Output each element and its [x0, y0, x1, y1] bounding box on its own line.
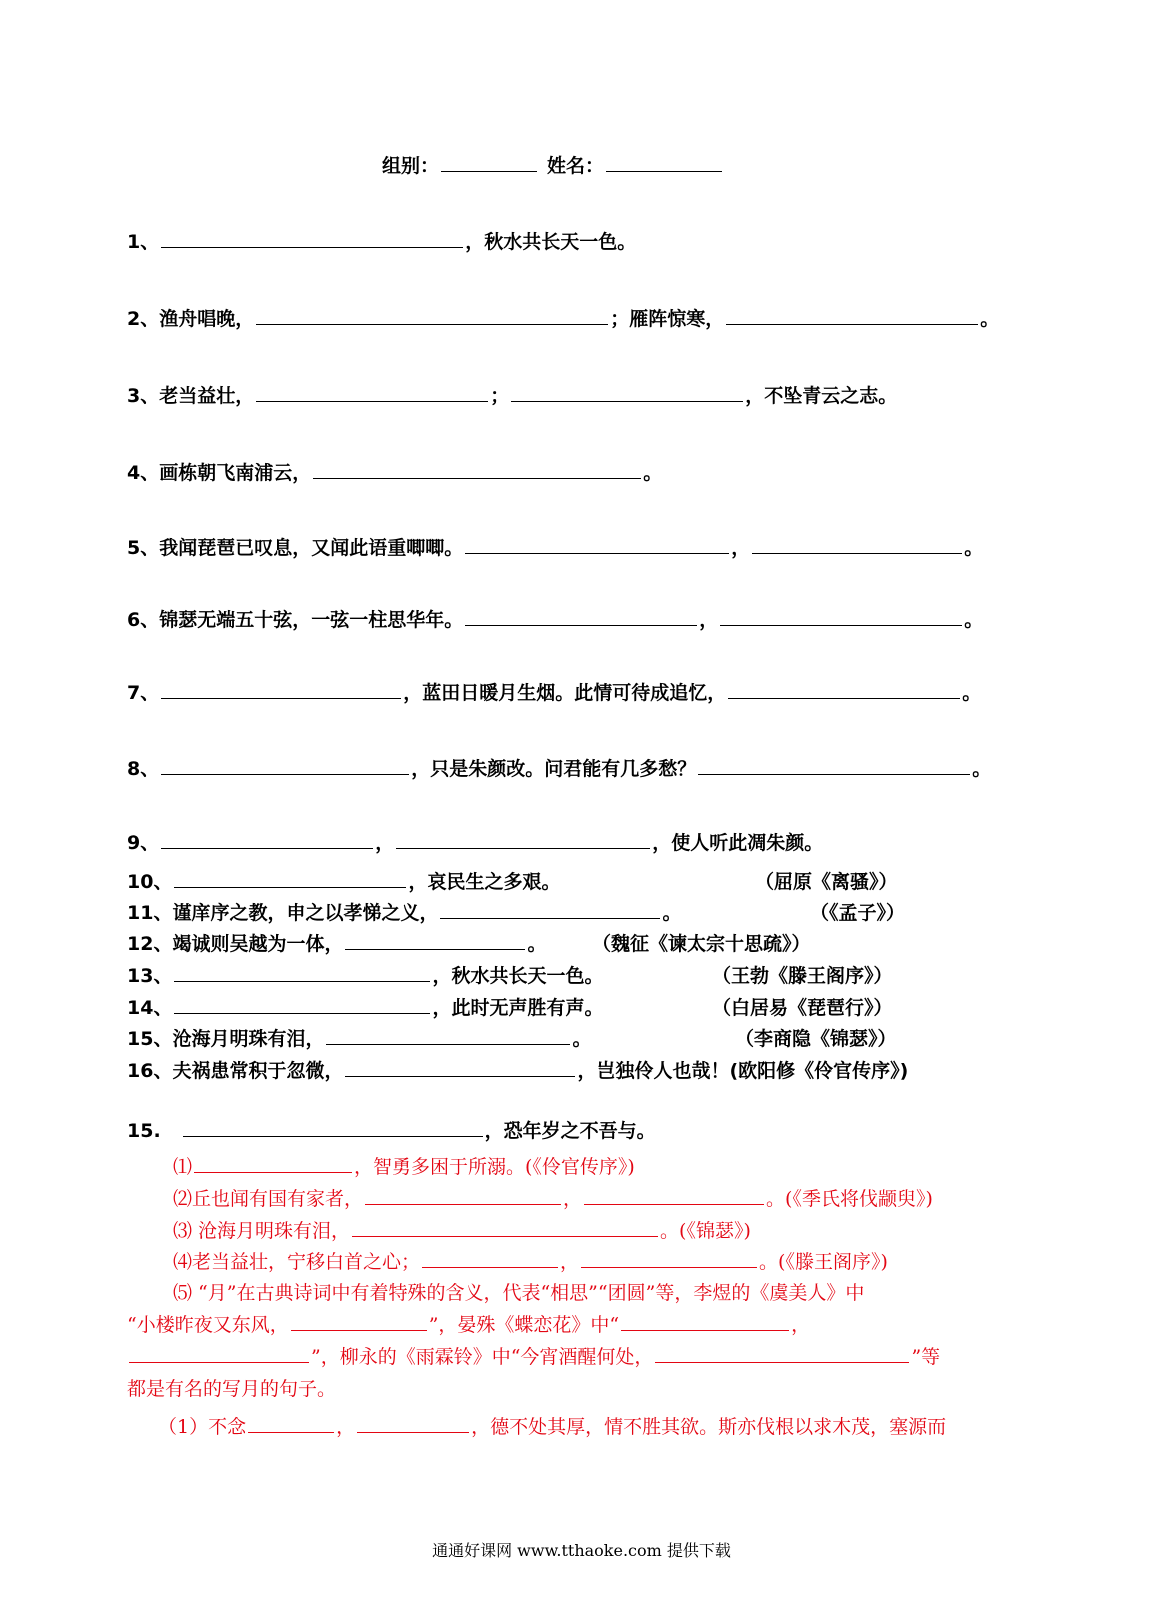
name-blank[interactable] — [606, 170, 722, 172]
red-text: ，智勇多困于所溺。(《伶官传序》) — [354, 1156, 635, 1178]
answer-blank[interactable] — [194, 1171, 352, 1173]
red-text: ⑵丘也闻有国有家者， — [173, 1188, 364, 1210]
question-1 — [127, 229, 636, 255]
red-text: 。(《季氏将伐颛臾》) — [766, 1188, 933, 1210]
question-number: 7、 — [127, 682, 160, 704]
answer-blank[interactable] — [161, 697, 401, 699]
answer-blank[interactable] — [357, 1431, 469, 1433]
question-text: 沧海月明珠有泪， — [172, 1028, 325, 1050]
red-text: ， — [336, 1416, 356, 1438]
question-number: 2、 — [127, 308, 160, 330]
answer-blank[interactable] — [256, 400, 488, 402]
answer-blank[interactable] — [129, 1361, 309, 1363]
question-number: 1、 — [127, 231, 160, 253]
question-text: ，哀民生之多艰。 — [408, 871, 561, 893]
red-text: 。(《滕王阁序》) — [759, 1251, 888, 1273]
question-text: 画栋朝飞南浦云， — [159, 462, 312, 484]
question-text: ，此时无声胜有声。 — [432, 997, 604, 1019]
answer-blank[interactable] — [752, 552, 962, 554]
answer-blank[interactable] — [174, 1012, 430, 1014]
red-text: ， — [791, 1314, 811, 1336]
answer-blank[interactable] — [728, 697, 960, 699]
answer-blank[interactable] — [291, 1329, 427, 1331]
question-8 — [127, 756, 991, 782]
answer-blank[interactable] — [726, 323, 978, 325]
question-9 — [127, 830, 823, 856]
question-text: 。 — [643, 462, 663, 484]
question-3 — [127, 383, 897, 409]
red-text: ⑸ “月”在古典诗词中有着特殊的含义，代表“相思”“团圆”等，李煜的《虞美人》中 — [173, 1282, 865, 1304]
source-13: （王勃《滕王阁序》） — [712, 965, 893, 987]
answer-blank[interactable] — [511, 400, 743, 402]
question-number: 16、 — [127, 1060, 173, 1082]
answer-blank[interactable] — [161, 773, 409, 775]
answer-blank[interactable] — [161, 847, 373, 849]
answer-blank[interactable] — [621, 1329, 789, 1331]
question-text: ， — [699, 609, 719, 631]
question-12 — [127, 931, 546, 957]
source-10: （屈原《离骚》） — [755, 871, 898, 893]
question-number: 15. — [127, 1120, 161, 1142]
group-blank[interactable] — [441, 170, 537, 172]
question-text: 谨庠序之教，申之以孝悌之义， — [172, 902, 439, 924]
question-text: ，秋水共长天一色。 — [465, 231, 637, 253]
red-text: ， — [563, 1188, 583, 1210]
question-number: 12、 — [127, 933, 173, 955]
header-line — [382, 153, 724, 179]
red-item-6 — [158, 1414, 946, 1440]
source-15: （李商隐《锦瑟》） — [735, 1028, 897, 1050]
question-text: 锦瑟无端五十弦，一弦一柱思华年。 — [159, 609, 464, 631]
question-number: 9、 — [127, 832, 160, 854]
question-15b — [127, 1118, 656, 1144]
question-text: ；雁阵惊寒， — [610, 308, 725, 330]
question-number: 5、 — [127, 537, 160, 559]
question-number: 3、 — [127, 385, 160, 407]
question-number: 8、 — [127, 758, 160, 780]
question-10 — [127, 869, 560, 895]
answer-blank[interactable] — [345, 1075, 575, 1077]
question-text: 。 — [972, 758, 992, 780]
question-16 — [127, 1058, 908, 1084]
question-7 — [127, 680, 981, 706]
group-label: 组别： — [382, 155, 440, 177]
answer-blank[interactable] — [161, 246, 463, 248]
answer-blank[interactable] — [352, 1235, 658, 1237]
red-item-5-line-2 — [127, 1312, 810, 1338]
question-text: ， — [375, 832, 395, 854]
question-5 — [127, 535, 983, 561]
question-text: 夫祸患常积于忽微， — [172, 1060, 344, 1082]
red-text: 都是有名的写月的句子。 — [127, 1378, 337, 1400]
name-label: 姓名： — [547, 155, 605, 177]
source-11: （《孟子》） — [810, 902, 906, 924]
answer-blank[interactable] — [174, 980, 430, 982]
source-12: （魏征《谏太宗十思疏》） — [592, 933, 811, 955]
question-text: ； — [490, 385, 510, 407]
red-item-3 — [173, 1218, 751, 1244]
footer-credit: 通通好课网 www.tthaoke.com 提供下载 — [432, 1541, 731, 1560]
answer-blank[interactable] — [655, 1361, 909, 1363]
red-text: ⑴ — [173, 1156, 193, 1178]
answer-blank[interactable] — [326, 1043, 570, 1045]
red-text: 。(《锦瑟》) — [660, 1220, 751, 1242]
red-item-5 — [173, 1280, 864, 1306]
question-number: 4、 — [127, 462, 160, 484]
answer-blank[interactable] — [465, 624, 697, 626]
red-item-5-line-3 — [127, 1344, 940, 1370]
question-text: ，只是朱颜改。问君能有几多愁？ — [411, 758, 697, 780]
answer-blank[interactable] — [465, 552, 729, 554]
question-number: 14、 — [127, 997, 173, 1019]
answer-blank[interactable] — [584, 1203, 764, 1205]
question-text: 渔舟唱晚， — [159, 308, 255, 330]
question-text: ， — [731, 537, 751, 559]
question-number: 6、 — [127, 609, 160, 631]
question-text: 。 — [964, 609, 984, 631]
answer-blank[interactable] — [422, 1266, 558, 1268]
answer-blank[interactable] — [698, 773, 970, 775]
question-text: 。 — [980, 308, 1000, 330]
red-text: ，德不处其厚，情不胜其欲。斯亦伐根以求木茂，塞源而 — [471, 1416, 947, 1438]
question-15 — [127, 1026, 591, 1052]
question-4 — [127, 460, 662, 486]
answer-blank[interactable] — [248, 1431, 334, 1433]
red-text: ”，晏殊《蝶恋花》中“ — [428, 1314, 620, 1336]
red-item-4 — [173, 1249, 888, 1275]
answer-blank[interactable] — [174, 886, 406, 888]
question-text: ，使人听此凋朱颜。 — [652, 832, 824, 854]
question-text: ，蓝田日暖月生烟。此情可待成追忆， — [403, 682, 727, 704]
question-13 — [127, 963, 603, 989]
answer-blank[interactable] — [440, 917, 660, 919]
answer-blank[interactable] — [313, 477, 641, 479]
question-2 — [127, 306, 999, 332]
red-text: “小楼昨夜又东风， — [127, 1314, 289, 1336]
question-number: 10、 — [127, 871, 173, 893]
answer-blank[interactable] — [345, 948, 525, 950]
question-text: 老当益壮， — [159, 385, 255, 407]
question-text: 竭诚则吴越为一体， — [172, 933, 344, 955]
red-item-1 — [173, 1154, 635, 1180]
answer-blank[interactable] — [581, 1266, 757, 1268]
red-item-5-line-4 — [127, 1376, 336, 1402]
answer-blank[interactable] — [256, 323, 608, 325]
question-text: 。 — [962, 682, 982, 704]
red-text: ⑶ 沧海月明珠有泪， — [173, 1220, 351, 1242]
answer-blank[interactable] — [396, 847, 650, 849]
answer-blank[interactable] — [365, 1203, 561, 1205]
red-item-2 — [173, 1186, 933, 1212]
source-14: （白居易《琵琶行》） — [712, 997, 893, 1019]
question-text: 。 — [527, 933, 547, 955]
question-text: 。 — [964, 537, 984, 559]
red-text: （1）不念 — [158, 1416, 247, 1438]
answer-blank[interactable] — [183, 1135, 483, 1137]
red-text: ”，柳永的《雨霖铃》中“今宵酒醒何处， — [311, 1346, 654, 1368]
question-number: 13、 — [127, 965, 173, 987]
question-11 — [127, 900, 681, 926]
question-6 — [127, 607, 983, 633]
answer-blank[interactable] — [720, 624, 962, 626]
red-text: ， — [560, 1251, 580, 1273]
question-text: ，恐年岁之不吾与。 — [484, 1120, 656, 1142]
red-text: ⑷老当益壮，宁移白首之心； — [173, 1251, 421, 1273]
question-text: ，岂独伶人也哉！(欧阳修《伶官传序》) — [577, 1060, 909, 1082]
question-14 — [127, 995, 603, 1021]
question-text: ，秋水共长天一色。 — [432, 965, 604, 987]
question-text: 。 — [662, 902, 682, 924]
question-number: 11、 — [127, 902, 173, 924]
question-number: 15、 — [127, 1028, 173, 1050]
red-text: ”等 — [911, 1346, 941, 1368]
question-text: ，不坠青云之志。 — [745, 385, 898, 407]
question-text: 。 — [572, 1028, 592, 1050]
question-text: 我闻琵琶已叹息，又闻此语重唧唧。 — [159, 537, 464, 559]
